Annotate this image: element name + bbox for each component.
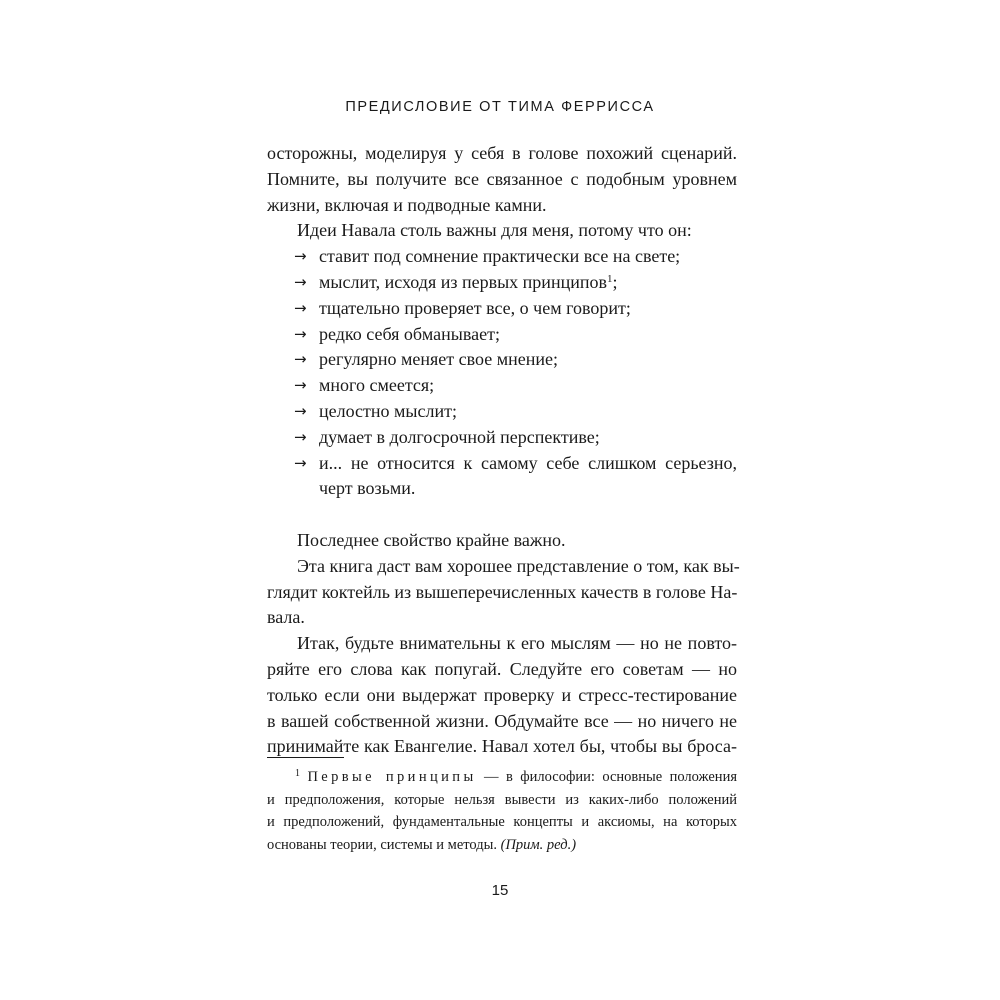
text-line: принимайте как Евангелие. Навал хотел бы, чтобы вы броса- [267, 736, 737, 757]
list-item-text: много смеется; [319, 375, 435, 396]
list-item [267, 296, 737, 322]
arrow-right-icon: → [294, 272, 307, 291]
text-line: жизни, включая и подводные камни. [267, 194, 547, 215]
arrow-right-icon: → [294, 247, 307, 266]
text-line: Последнее свойство крайне важно. [297, 529, 566, 550]
text-line: осторожны, моделируя у себя в голове похожий сценарий. [267, 143, 737, 163]
footnote-marker: 1 [295, 768, 300, 779]
text-line: ряйте его слова как попугай. Следуйте его советам — но [267, 658, 737, 679]
arrow-right-icon: → [294, 376, 307, 395]
paragraph-book-summary [267, 554, 740, 631]
list-item-text: и... не относится к самому себе слишком серьезно, [319, 452, 737, 473]
list-item-text: целостно мыслит; [319, 400, 457, 421]
list-item [267, 270, 737, 296]
arrow-right-icon: → [294, 350, 307, 369]
text-line: в вашей собственной жизни. Обдумайте все — но ничего не [267, 710, 737, 731]
footnote-separator [267, 757, 344, 758]
arrow-right-icon: → [294, 298, 307, 317]
list-item-text [319, 270, 737, 296]
list-item-text: ставит под сомнение практически все на свете; [319, 246, 681, 267]
text-line: глядит коктейль из вышеперечисленных качеств в голове На- [267, 581, 738, 602]
list-item-text: черт возьми. [319, 478, 416, 499]
page-number: 15 [491, 882, 509, 899]
paragraph-list-intro [267, 218, 737, 244]
list-item-text-part: мыслит, исходя из первых принципов [319, 271, 607, 292]
editor-note: (Прим. ред.) [500, 836, 577, 853]
list-item [267, 399, 737, 425]
arrow-right-icon: → [294, 427, 307, 446]
arrow-right-icon: → [294, 453, 307, 472]
arrow-right-icon: → [294, 401, 307, 420]
list-item [267, 373, 737, 399]
text-line: Идеи Навала столь важны для меня, потому что он: [297, 220, 692, 241]
list-item-punctuation: ; [612, 271, 618, 292]
list-item [267, 322, 737, 348]
text-line: Итак, будьте внимательны к его мыслям — но не повто- [297, 633, 737, 654]
paragraph-last-trait [267, 528, 737, 554]
list-item-text: редко себя обманывает; [319, 323, 501, 344]
list-item [267, 244, 737, 270]
text-line: Эта книга даст вам хорошее представление о том, как вы- [297, 555, 740, 576]
list-item-text: регулярно меняет свое мнение; [319, 349, 558, 370]
traits-list [267, 244, 737, 502]
list-item [267, 347, 737, 373]
list-item [267, 451, 737, 503]
footnote-text: — в философии: основные положения [476, 769, 737, 785]
list-item [267, 425, 737, 451]
text-line: вала. [267, 607, 305, 628]
arrow-right-icon: → [294, 324, 307, 343]
footnote-line: и предположений, фундаментальные концепты и аксиомы, на которых [267, 814, 737, 830]
text-line: Помните, вы получите все связанное с подобным уровнем [267, 168, 737, 189]
footnote-line [267, 834, 737, 857]
text-line: только если они выдержат проверку и стресс-тестирование [267, 684, 737, 705]
paragraph-gap [267, 502, 737, 528]
footnote [267, 766, 737, 856]
footnote-line: и предположения, которые нельзя вывести из каких-либо положений [267, 791, 737, 808]
list-item-text: думает в долгосрочной перспективе; [319, 426, 600, 447]
paragraph-continuation [267, 141, 737, 218]
footnote-text: основаны теории, системы и методы. [267, 836, 501, 853]
paragraph-advice [267, 631, 737, 760]
footnote-line [267, 766, 737, 789]
footnote-term: Первые принципы [307, 769, 477, 785]
running-head: ПРЕДИСЛОВИЕ ОТ ТИМА ФЕРРИССА [345, 99, 655, 115]
body-text [267, 141, 740, 760]
footnote-reference: 1 [606, 272, 613, 285]
list-item-text: тщательно проверяет все, о чем говорит; [319, 297, 631, 318]
